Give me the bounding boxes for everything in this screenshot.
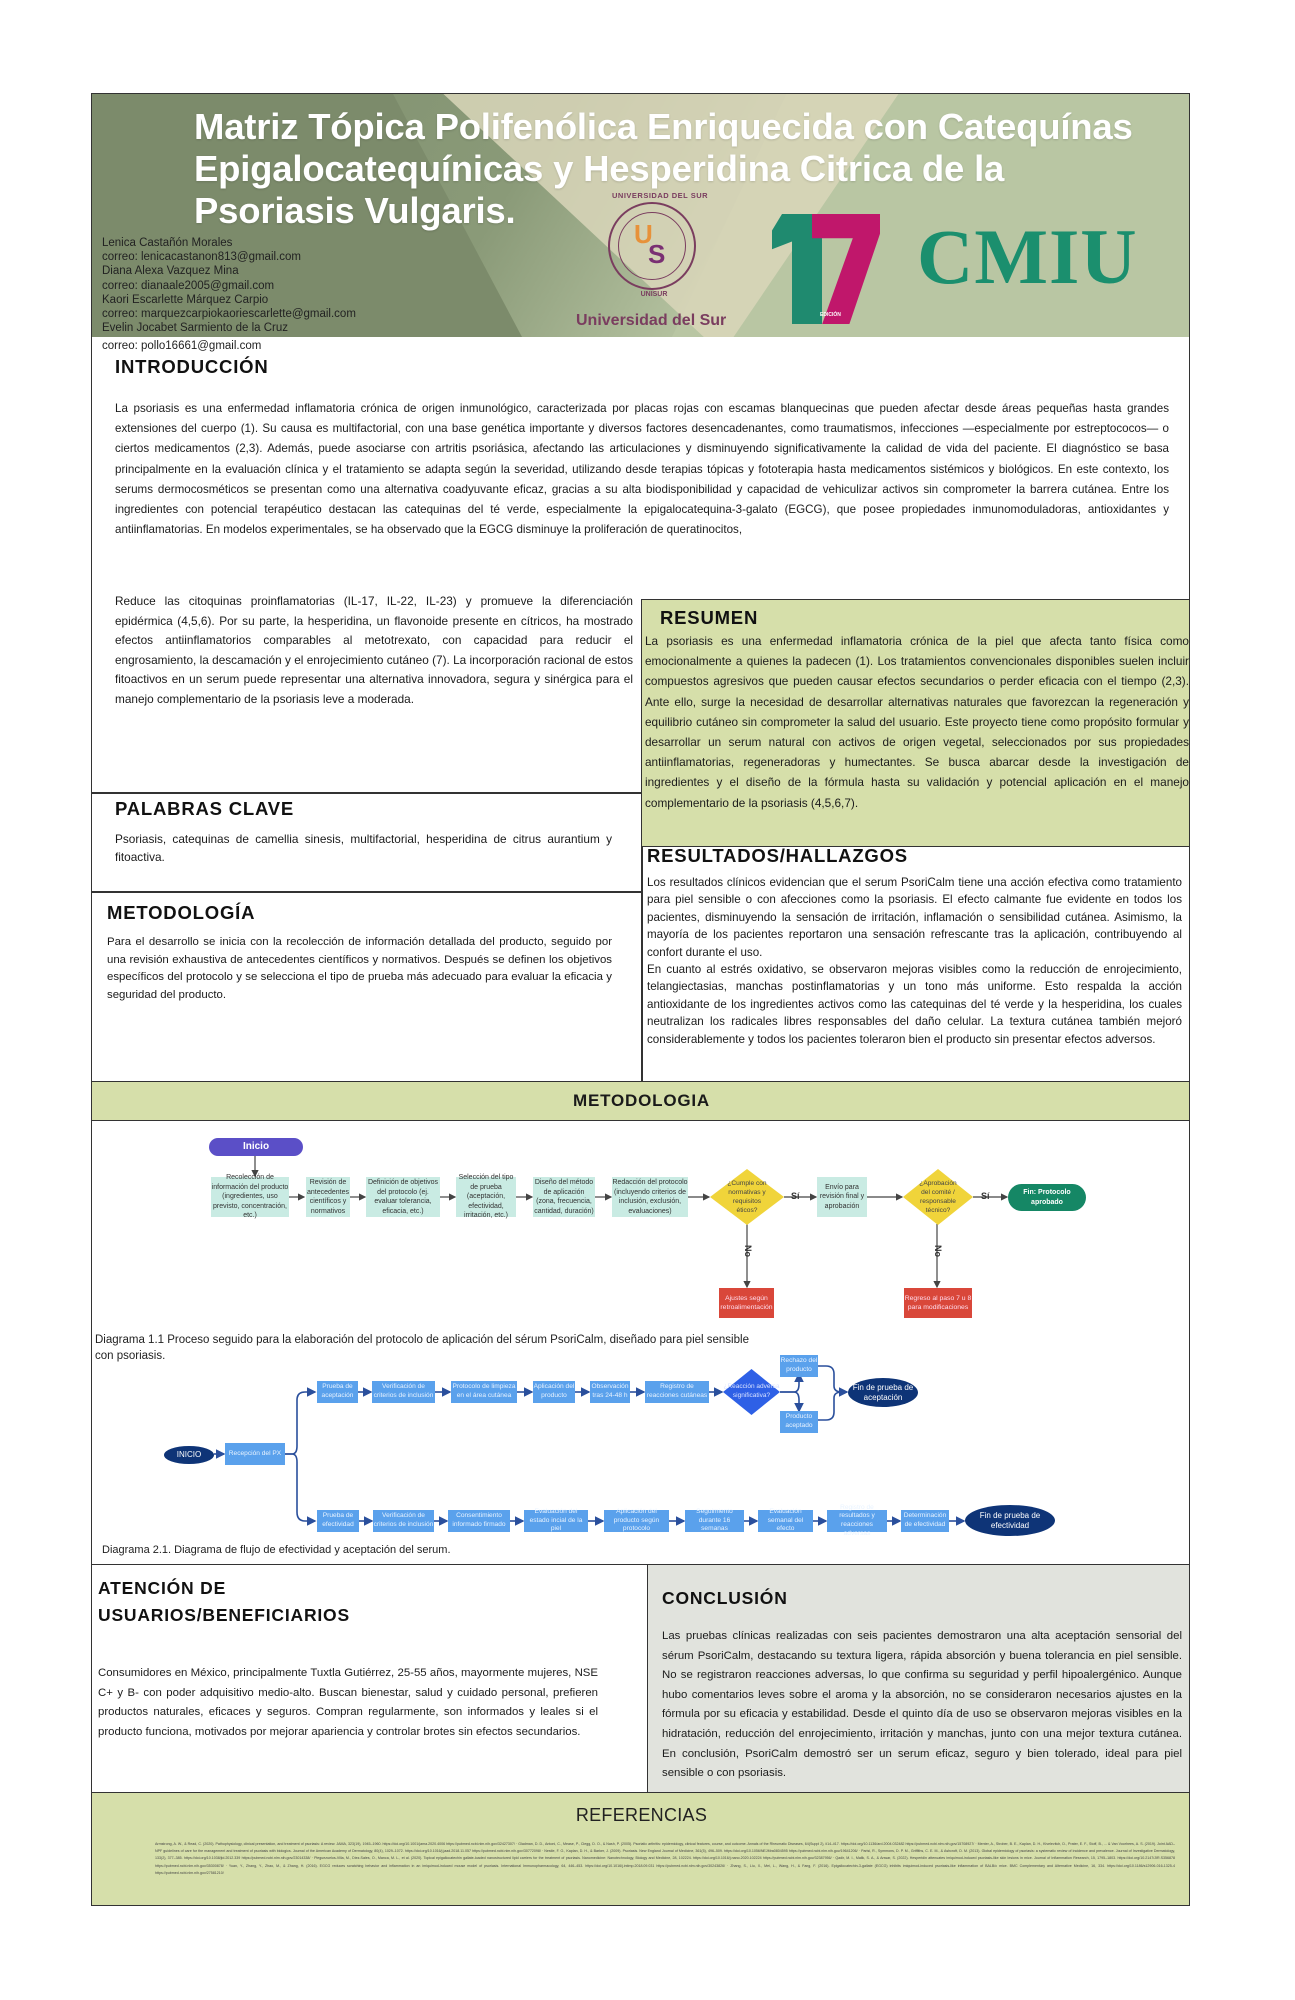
section-divider bbox=[92, 792, 641, 794]
diagram1-end: Fin: Protocolo aprobado bbox=[1008, 1184, 1086, 1211]
diagram2-caption: Diagrama 2.1. Diagrama de flujo de efectividad y aceptación del serum. bbox=[102, 1544, 451, 1556]
diagram1-step: Definición de objetivos del protocolo (ej. evaluar tolerancia, eficacia, etc.) bbox=[366, 1177, 440, 1217]
diagram1-step: Selección del tipo de prueba (aceptación, efectividad, irritación, etc.) bbox=[456, 1177, 516, 1217]
author-email: correo: marquezcarpiokaoriescarlette@gmail.com bbox=[102, 307, 356, 320]
atencion-usuarios-section bbox=[92, 1564, 647, 1792]
referencias-heading: REFERENCIAS bbox=[575, 1805, 708, 1825]
unisur-logo bbox=[608, 191, 709, 298]
diagram2-effectiveness-step: Consentimiento informado firmado bbox=[448, 1510, 510, 1532]
diagram1-no-adjust: Ajustes según retroalimentación bbox=[719, 1288, 774, 1318]
unisur-logo-name: Universidad del Sur bbox=[576, 312, 727, 329]
metodologia-heading: METODOLOGÍA bbox=[107, 902, 256, 923]
section-divider bbox=[641, 847, 643, 1081]
resumen-section bbox=[641, 599, 1190, 847]
resultados-text bbox=[647, 874, 1182, 1048]
diagram2-acceptance-end: Fin de prueba de aceptación bbox=[848, 1378, 918, 1407]
metodologia-banner-title: METODOLOGIA bbox=[573, 1091, 710, 1110]
diagram2-effectiveness-step: Evaluación del estado incial de la piel bbox=[524, 1510, 588, 1532]
resumen-heading: RESUMEN bbox=[660, 607, 759, 628]
resultados-heading: RESULTADOS/HALLAZGOS bbox=[647, 845, 908, 866]
edition-17-logo bbox=[772, 214, 882, 324]
yes-label: Sí bbox=[791, 1191, 800, 1201]
decision-text: ¿Reacción adversa significativa? bbox=[723, 1383, 780, 1399]
diagram2-acceptance-step: Prueba de aceptación bbox=[317, 1381, 358, 1403]
unisur-logo-ring-text-bottom: UNISUR bbox=[640, 291, 668, 298]
diagram2-effectiveness-step: Determinación de efectividad bbox=[901, 1510, 949, 1532]
diagram1-decision-comite bbox=[903, 1169, 973, 1225]
diagram2-accept: Producto aceptado bbox=[780, 1411, 818, 1433]
authors-list bbox=[102, 236, 356, 335]
connector-merge bbox=[818, 1366, 847, 1392]
conclusion-section bbox=[647, 1564, 1190, 1792]
author-email: correo: pollo16661@gmail.com bbox=[102, 340, 262, 352]
referencias-section bbox=[92, 1792, 1190, 1906]
resumen-text: La psoriasis es una enfermedad inflamatoria crónica de la piel que afecta tanto física como emocionalmente a quienes la padecen (1). Los tratamientos convencionales disponibles suelen incluir compuestos agresivos que pueden causar efectos secundarios o perder eficacia con el tiempo (2,3). Ante ello, surge la necesidad de desarrollar alternativas naturales que favorezcan la regeneración y equilibrio cutáneo sin comprometer la salud del usuario. Este proyecto tiene como propósito formular y desarrollar un serum natural con activos de origen vegetal, seleccionados por sus propiedades antiinflamatorias, regeneradoras y humectantes. Se busca abarcar desde la investigación de ingredientes y el diseño de la fórmula hasta su validación y potencial aplicación en el manejo complementario de la psoriasis (4,5,6,7). bbox=[645, 634, 1189, 810]
poster-title: Matriz Tópica Polifenólica Enriquecida con Catequínas Epigalocatequínicas y Hesperidina Citrica de la Psoriasis Vulgaris. bbox=[194, 106, 1133, 231]
conclusion-text: Las pruebas clínicas realizadas con seis pacientes demostraron una alta aceptación sensorial del sérum PsoriCalm, destacando su textura ligera, rápida absorción y buena tolerancia en piel sensible. No se registraron reacciones adversas, lo que confirma su seguridad y perfil hipoalergénico. Aunque hubo comentarios leves sobre el aroma y la absorción, no se consideraron necesarios ajustes en la fórmula por su eficacia y estabilidad. Desde el quinto día de uso se observaron mejoras visibles en la hidratación, reducción del enrojecimiento, irritación y manchas, junto con una mejor textura cutánea. En conclusión, PsoriCalm demostró ser un serum eficaz, seguro y bien tolerado, ideal para piel sensible o con psoriasis. bbox=[662, 1630, 1182, 1780]
diagram1-review-step: Envío para revisión final y aprobación bbox=[817, 1177, 867, 1217]
no-label: No bbox=[933, 1245, 943, 1257]
diagram2-effectiveness-step: Verificación de criterios de inclusión bbox=[373, 1510, 434, 1532]
author-name: Evelin Jocabet Sarmiento de la Cruz bbox=[102, 322, 289, 335]
diagram2-effectiveness-step: Prueba de efectividad bbox=[317, 1510, 359, 1532]
diagram2-reception: Recepción del PX bbox=[225, 1443, 285, 1465]
author-email: correo: dianaale2005@gmail.com bbox=[102, 279, 275, 292]
author-name: Diana Alexa Vazquez Mina bbox=[102, 265, 239, 278]
edition-17-logo-label: EDICIÓN bbox=[820, 312, 841, 318]
diagram2-acceptance-step: Protocolo de limpieza en el área cutánea bbox=[451, 1381, 517, 1403]
connector-merge bbox=[818, 1392, 842, 1420]
author-name: Lenica Castañón Morales bbox=[102, 237, 233, 249]
diagram2-acceptance-step: Verificación de criterios de inclusión bbox=[372, 1381, 435, 1403]
palabras-clave-heading: PALABRAS CLAVE bbox=[115, 798, 295, 819]
section-divider bbox=[92, 891, 641, 893]
resultados-paragraph: Los resultados clínicos evidencian que el serum PsoriCalm tiene una acción efectiva como tratamiento para piel sensible o con afecciones como la psoriasis. El efecto calmante fue evidente en todos los pacientes, disminuyendo la sensación de irritación, inflamación o sensibilidad cutánea. Asimismo, la mayoría de los pacientes reportaron una sensación refrescante tras la aplicación, contribuyendo al confort durante el uso. bbox=[647, 876, 1182, 959]
diagram2-acceptance-step: Aplicación del producto bbox=[533, 1381, 575, 1403]
edition-17-logo-seven bbox=[812, 214, 880, 324]
metodologia-text: Para el desarrollo se inicia con la recolección de información detallada del producto, seguido por una revisión exhaustiva de antecedentes científicos y normativos. Después se definen los objetivos específicos del protocolo y se selecciona el tipo de prueba más adecuado para evaluar la eficacia y seguridad del producto. bbox=[107, 936, 612, 1001]
no-label: No bbox=[743, 1245, 753, 1257]
diagram2-effectiveness-step: Evaluación semanal del efecto bbox=[758, 1510, 813, 1532]
metodologia-banner bbox=[92, 1081, 1190, 1121]
diagram2-acceptance-step: Observación tras 24-48 h bbox=[590, 1381, 630, 1403]
author-name: Kaori Escarlette Márquez Carpio bbox=[102, 293, 269, 306]
yes-label: Sí bbox=[981, 1191, 990, 1201]
conclusion-heading: CONCLUSIÓN bbox=[662, 1588, 788, 1608]
connector-branch bbox=[285, 1454, 315, 1521]
diagram2-start: INICIO bbox=[164, 1446, 214, 1464]
introduccion-heading: INTRODUCCIÓN bbox=[115, 356, 269, 377]
diagram1-decision-normativas bbox=[710, 1169, 784, 1225]
diagram1-step: Diseño del método de aplicación (zona, frecuencia, cantidad, duración) bbox=[533, 1177, 595, 1217]
poster bbox=[91, 93, 1190, 1906]
atencion-heading: ATENCIÓN DE USUARIOS/BENEFICIARIOS bbox=[98, 1578, 350, 1625]
poster-header bbox=[92, 94, 1190, 337]
diagram1-no-return: Regreso al paso 7 u 8 para modificaciones bbox=[904, 1288, 972, 1318]
diagram2-decision bbox=[723, 1369, 780, 1415]
diagram2-reject: Rechazo del producto bbox=[780, 1355, 818, 1377]
diagram1-start: Inicio bbox=[209, 1138, 303, 1156]
introduccion-text: La psoriasis es una enfermedad inflamatoria crónica de origen inmunológico, caracterizada por placas rojas con escamas blanquecinas que pueden afectar desde áreas pequeñas hasta grandes extensiones del cuerpo (1). Su causa es multifactorial, con una base genética importante y diversos factores desencadenantes, como traumatismos, infecciones —especialmente por estreptococos— o ciertos medicamentos (2,3). Además, puede asociarse con artritis psoriásica, afectando las articulaciones y disminuyendo significativamente la calidad de vida del paciente. El diagnóstico se basa principalmente en la evaluación clínica y el tratamiento se adapta según la severidad, utilizando desde terapias tópicas y fototerapia hasta medicamentos sistémicos y biológicos. En este contexto, los serums dermocosméticos se presentan como una alternativa coadyuvante eficaz, gracias a su alta biodisponibilidad y capacidad de vehiculizar activos sin comprometer la barrera cutánea. Entre los ingredientes con potencial terapéutico destacan las catequinas del té verde, especialmente la epigalocatequina-3-galato (EGCG), que posee propiedades inmunomoduladoras, antioxidantes y antiinflamatorias. En modelos experimentales, se ha observado que la EGCG disminuye la proliferación de queratinocitos, bbox=[115, 402, 1169, 537]
decision-text: ¿Cumple con normativas y requisitos éticos? bbox=[727, 1180, 767, 1214]
introduccion-continuation: Reduce las citoquinas proinflamatorias (IL-17, IL-22, IL-23) y promueve la diferenciación epidérmica (4,5,6). Por su parte, la hesperidina, un flavonoide presente en cítricos, ha mostrado efectos antiinflamatorios comparables al metotrexato, con capacidad para reducir el engrosamiento, la descamación y el enrojecimiento cutáneo (7). La incorporación racional de estos fitoactivos en un serum puede representar una alternativa innovadora, segura y sinérgica para el manejo complementario de la psoriasis leve a moderada. bbox=[115, 594, 633, 706]
author-email: correo: lenicacastanon813@gmail.com bbox=[102, 251, 301, 264]
palabras-clave-text: Psoriasis, catequinas de camellia sinesis, multifactorial, hesperidina de citrus aurantium y fitoactiva. bbox=[115, 832, 612, 864]
cmiu-logo: CMIU bbox=[917, 213, 1138, 300]
diagram2-effectiveness-step: Aplicación del producto según protocolo bbox=[604, 1510, 669, 1532]
resultados-paragraph: En cuanto al estrés oxidativo, se observaron mejoras visibles como la reducción de enrojecimiento, telangiectasias, manchas postinflamatorias y un tono más uniforme. Esto respalda la acción antioxidante de los ingredientes activos como las catequinas del té verde y la hesperidina, los cuales neutralizan los radicales libres responsables del daño celular. La textura cutánea también mejoró considerablemente y todos los pacientes toleraron bien el producto sin presentar efectos adversos. bbox=[647, 963, 1182, 1046]
unisur-logo-ring-text: UNIVERSIDAD DEL SUR bbox=[612, 191, 709, 200]
unisur-logo-mark-s: S bbox=[648, 239, 666, 269]
diagram1-step: Redacción del protocolo (incluyendo criterios de inclusión, exclusión, evaluaciones) bbox=[612, 1177, 688, 1217]
diagram1-step: Revisión de antecedentes científicos y normativos bbox=[306, 1177, 350, 1217]
diagram1-step: Recolección de información del producto (ingredientes, uso previsto, concentración, etc.) bbox=[211, 1174, 289, 1220]
unisur-logo-mark-u: U bbox=[634, 219, 653, 249]
diagram2-effectiveness-step: Registro de resultados y reacciones adversas bbox=[827, 1510, 887, 1532]
connector-branch bbox=[780, 1392, 799, 1411]
decision-text: ¿Aprobación del comité / responsable técnico? bbox=[919, 1180, 957, 1214]
diagram2-effectiveness-end: Fin de prueba de efectividad bbox=[965, 1505, 1055, 1536]
referencias-text: Armstrong, A. W., & Read, C. (2020). Pathophysiology, clinical presentation, and treatment of psoriasis: A review. JAMA, 323(19), 1945–1960. https://doi.org/10.1001/jama.2020.4006 https://pubmed.ncbi.nlm.nih.gov/32427307/ · Gladman, D. D., Antoni, C., Mease, P., Clegg, D. O., & Nash, P. (2005). Psoriatic arthritis: epidemiology, clinical features, course, and outcome. Annals of the Rheumatic Diseases, 64(Suppl 2), ii14–ii17. https://doi.org/10.1136/ard.2004.032482 https://pubmed.ncbi.nlm.nih.gov/15708927/ · Menter, A., Strober, B. E., Kaplan, D. H., Kivelevitch, D., Prater, E. F., Stoff, B., ... & Van Voorhees, A. S. (2019). Joint AAD–NPF guidelines of care for the management and treatment of psoriasis with biologics. Journal of the American Academy of Dermatology, 80(4), 1029–1072. https://doi.org/10.1016/j.jaad.2018.11.057 https://pubmed.ncbi.nlm.nih.gov/30772098/ · Nestle, F. O., Kaplan, D. H., & Barker, J. (2009). Psoriasis. New England Journal of Medicine, 361(5), 496–509. https://doi.org/10.1056/NEJMra0804595 https://pubmed.ncbi.nlm.nih.gov/19641206/ · Parisi, R., Symmons, D. P. M., Griffiths, C. E. M., & Ashcroft, D. M. (2013). Global epidemiology of psoriasis: a systematic review of incidence and prevalence. Journal of Investigative Dermatology, 133(2), 377–385. https://doi.org/10.1038/jid.2012.339 https://pubmed.ncbi.nlm.nih.gov/23014338/ · Pleguezuelos-Villa, M., Diez-Sales, O., Manca, M. L., et al. (2020). Topical epigallocatechin gallate-loaded nanostructured lipid carriers for the treatment of psoriasis. Nanomedicine: Nanotechnology, Biology and Medicine, 28, 102224. https://doi.org/10.1016/j.nano.2020.102224 https://pubmed.ncbi.nlm.nih.gov/32387956/ · Qadir, M. I., Malik, S. A., & Anwar, S. (2022). Hesperidin attenuates imiquimod-induced psoriasis-like skin lesions in mice. Journal of Inflammation Research, 15, 1795–1803. https://doi.org/10.2147/JIR.S356878 https://pubmed.ncbi.nlm.nih.gov/35300878/ · Yuan, Y., Zhang, Y., Zhao, M., & Zhang, H. (2016). EGCG reduces scratching behavior and inflammation in an imiquimod-induced mouse model of psoriasis. International Immunopharmacology, 64, 446–453. https://doi.org/10.1016/j.intimp.2018.09.031 https://pubmed.ncbi.nlm.nih.gov/30243826/ · Zhang, S., Liu, X., Mei, L., Wang, H., & Fang, F. (2016). Epigallocatechin-3-gallate (EGCG) inhibits imiquimod-induced psoriasis-like inflammation of BALB/c mice. BMC Complementary and Alternative Medicine, 16, 334. https://doi.org/10.1186/s12906-016-1325-4 https://pubmed.ncbi.nlm.nih.gov/27581210/ bbox=[155, 1842, 1175, 1875]
diagram2-effectiveness-step: Seguimiento durante 16 semanas bbox=[685, 1510, 744, 1532]
diagram-effectiveness-flow bbox=[92, 1334, 1190, 1564]
atencion-text: Consumidores en México, principalmente Tuxtla Gutiérrez, 25-55 años, mayormente mujeres, NSE C+ y B- con poder adquisitivo medio-alto. Buscan bienestar, salud y cuidado personal, prefieren productos naturales, eficaces y seguros. Compran regularmente, son informados y leales si el producto funciona, motivados por mejorar apariencia y controlar brotes sin efectos secundarios. bbox=[98, 1667, 598, 1738]
diagram1-caption: Diagrama 1.1 Proceso seguido para la elaboración del protocolo de aplicación del sérum PsoriCalm, diseñado para piel sensible con psoriasis. bbox=[95, 1334, 749, 1362]
diagram2-acceptance-step: Registro de reacciones cutáneas bbox=[645, 1381, 709, 1403]
connector-branch bbox=[285, 1392, 315, 1454]
